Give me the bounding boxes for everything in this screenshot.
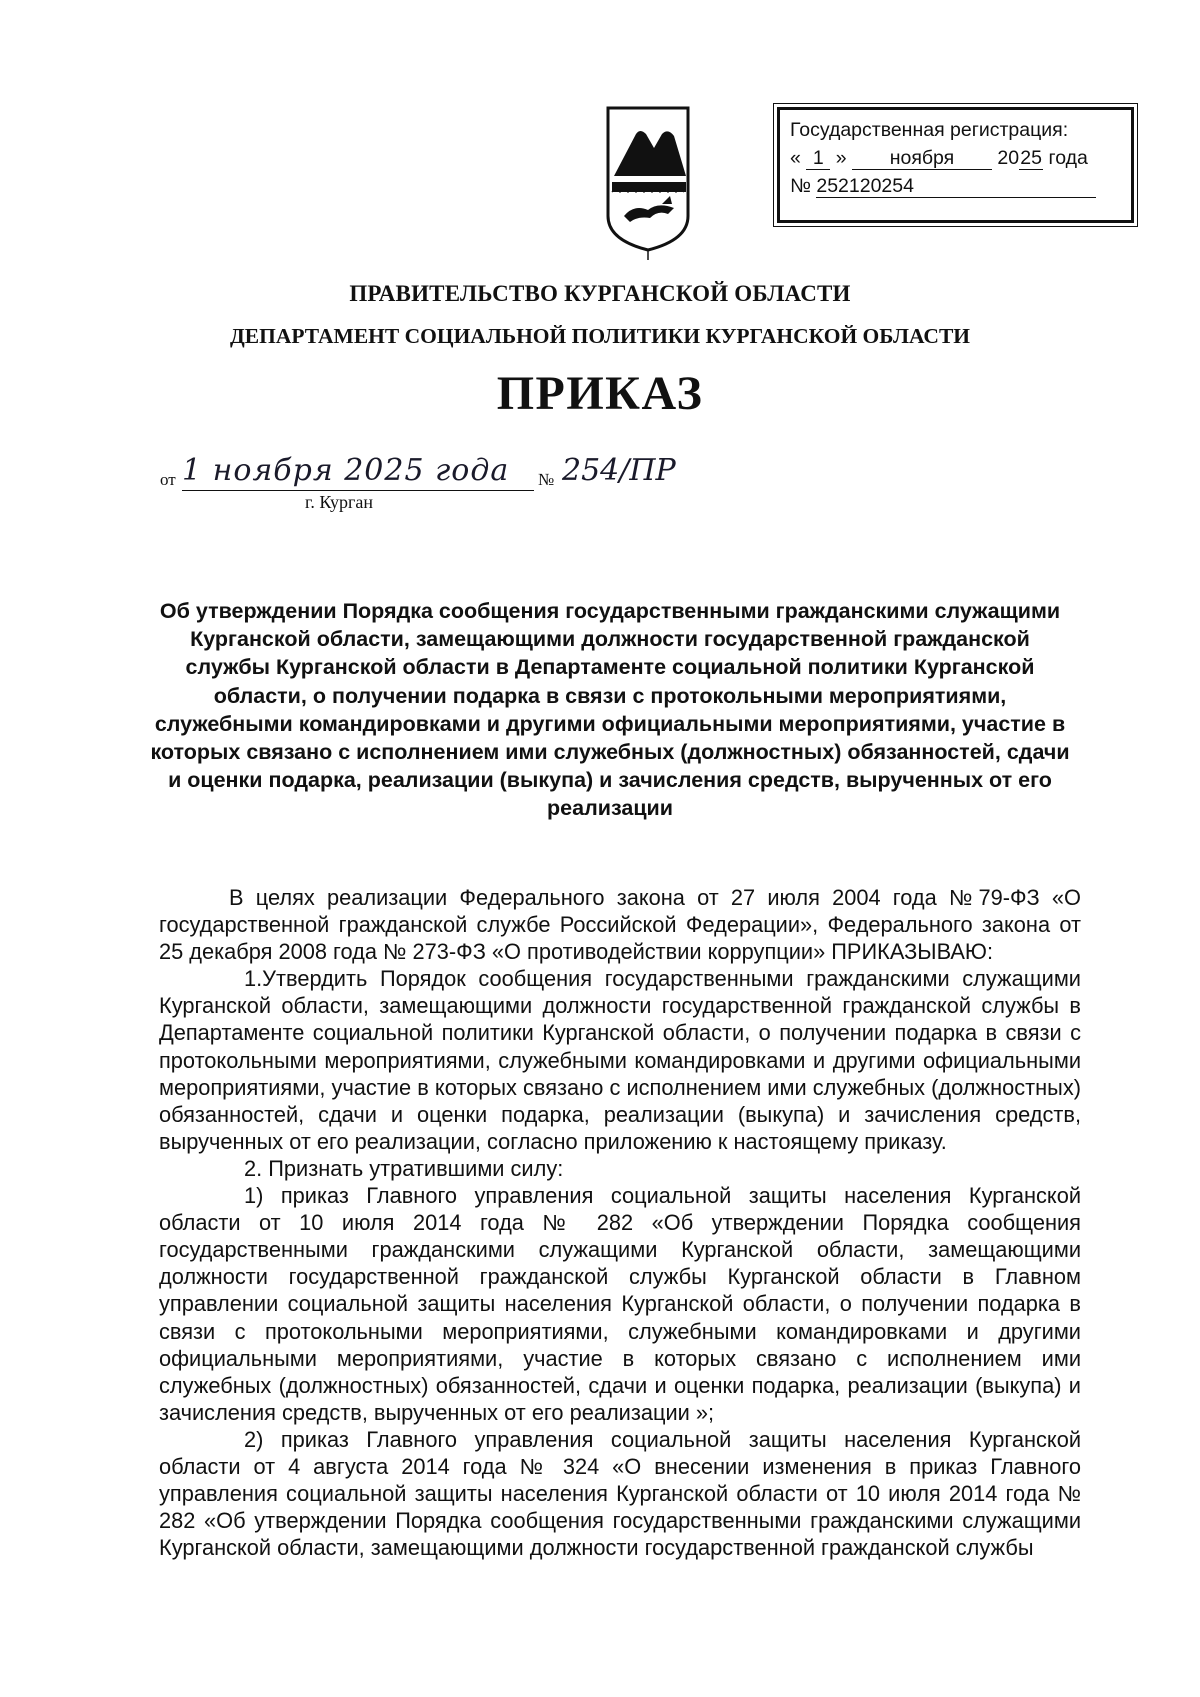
registration-number-sign: № — [790, 175, 811, 197]
document-title: Об утверждении Порядка сообщения государственными гражданскими служащими Курганской области, замещающими должности государственной гражданской службы Курганской области в Департаменте социальной политики Курганской области, о получении подарка в связи с протокольными мероприятиями, служебными командировками и другими официальными мероприятиями, участие в которых связано с исполнением ими служебных (должностных) обязанностей, сдачи и оценки подарка, реализации (выкупа) и зачисления средств, вырученных от его реализации — [150, 599, 1070, 821]
document-body — [159, 884, 1081, 1561]
registration-number-row — [790, 172, 1121, 200]
registration-month: ноября — [852, 147, 992, 170]
registration-year-suffix: 25 — [1020, 147, 1042, 169]
registration-day: 1 — [806, 147, 830, 170]
item-2-2-paragraph: 2) приказ Главного управления социальной защиты населения Курганской области от 4 августа 2014 года № 324 «О внесении изменения в приказ Главного управления социальной защиты населения Курганской области от 10 июля 2014 года № 282 «Об утверждении Порядка сообщения государственными гражданскими служащими Курганской области, замещающими должности государственной гражданской службы — [159, 1426, 1081, 1561]
registration-stamp — [777, 107, 1134, 223]
document-type-heading: ПРИКАЗ — [496, 367, 704, 420]
department-heading: ДЕПАРТАМЕНТ СОЦИАЛЬНОЙ ПОЛИТИКИ КУРГАНСКОЙ ОБЛАСТИ — [229, 324, 971, 348]
handwritten-order-date: 1 ноября 2025 года — [182, 452, 534, 491]
close-quote: » — [835, 147, 847, 169]
city-label: г. Курган — [305, 492, 374, 512]
handwritten-order-number: 254/ПР — [562, 453, 676, 488]
registration-caption: Государственная регистрация: — [790, 119, 1069, 141]
preamble-paragraph: В целях реализации Федерального закона от 27 июля 2004 года №79-ФЗ «О государственной гражданской службе Российской Федерации», Федерального закона от 25 декабря 2008 года № 273-ФЗ «О противодействии коррупции» ПРИКАЗЫВАЮ: — [159, 885, 1081, 965]
registration-year-prefix: 20 — [997, 147, 1020, 169]
number-label: № — [538, 470, 555, 489]
open-quote: « — [790, 147, 801, 169]
registration-year-word: года — [1048, 147, 1088, 169]
registration-date-row — [790, 144, 1121, 172]
registration-number: 252120254 — [816, 175, 1096, 198]
government-heading: ПРАВИТЕЛЬСТВО КУРГАНСКОЙ ОБЛАСТИ — [349, 281, 851, 306]
item-1-paragraph: 1.Утвердить Порядок сообщения государственными гражданскими служащими Курганской области, замещающими должности государственной гражданской службы в Департаменте социальной политики Курганской области, о получении подарка в связи с протокольными мероприятиями, служебными командировками и другими официальными мероприятиями, участие в которых связано с исполнением ими служебных (должностных) обязанностей, сдачи и оценки подарка, реализации (выкупа) и зачисления средств, вырученных от его реализации, согласно приложению к настоящему приказу. — [159, 966, 1081, 1154]
from-label: от — [160, 470, 176, 489]
coat-of-arms-emblem — [600, 104, 696, 260]
item-2-paragraph: 2. Признать утратившими силу: — [244, 1155, 564, 1181]
item-2-1-paragraph: 1) приказ Главного управления социальной защиты населения Курганской области от 10 июля 2014 года № 282 «Об утверждении Порядка сообщения государственными гражданскими служащими Курганской области, замещающими должности государственной гражданской службы Курганской области в Главном управлении социальной защиты населения Курганской области, о получении подарка в связи с протокольными мероприятиями, служебными командировками и другими официальными мероприятиями, участие в которых связано с исполнением ими служебных (должностных) обязанностей, сдачи и оценки подарка, реализации (выкупа) и зачисления средств, вырученных от его реализации »; — [159, 1183, 1081, 1425]
order-line — [160, 452, 680, 512]
